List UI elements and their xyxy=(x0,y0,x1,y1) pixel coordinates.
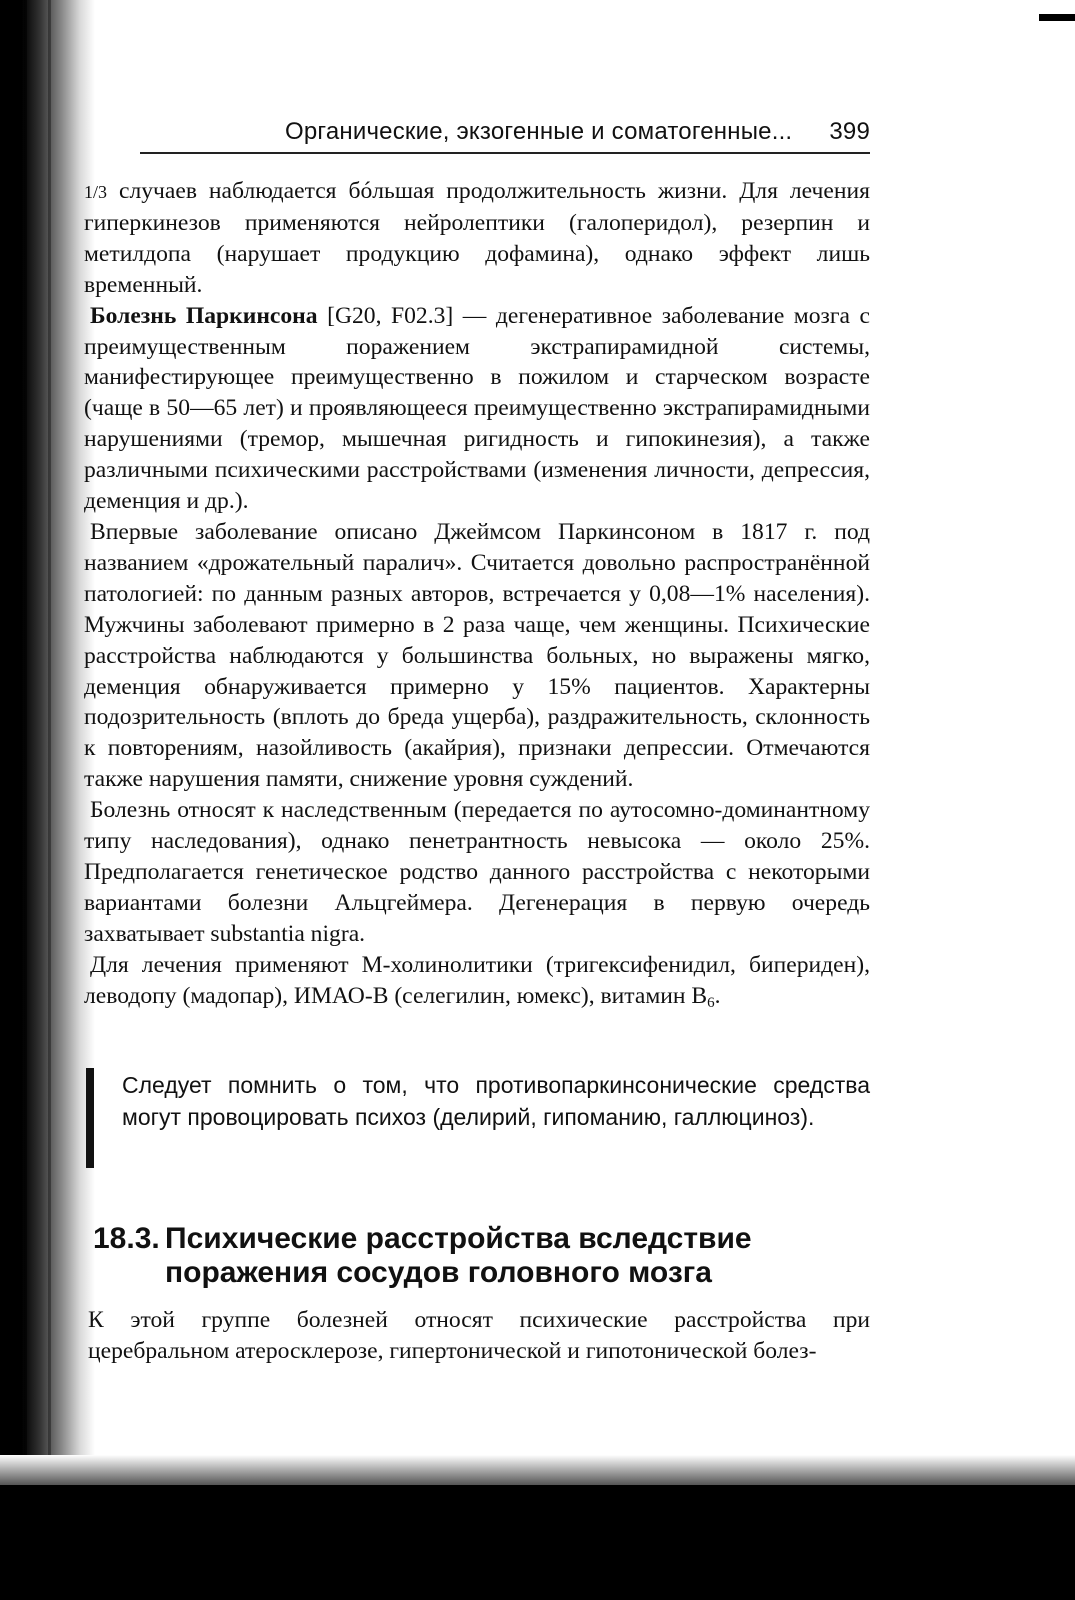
paragraph xyxy=(84,950,870,1019)
term-parkinson: Болезнь Паркинсона xyxy=(90,302,318,329)
note-marker xyxy=(86,1068,94,1168)
scan-streak xyxy=(24,0,27,1600)
paragraph-text: [G20, F02.3] — дегенеративное заболевание мозга с преимущественным поражением экстрапирамидной системы, манифестирующее преимущественно в пожилом и старческом возрасте (чаще в 50—65 лет) и проявляющееся преимущественно экстрапирамидными нарушениями (тремор, мышечная ригидность и гипокинезия), а также различными психическими расстройствами (изменения личности, депрессия, деменция и др.). xyxy=(84,302,870,515)
running-title: Органические, экзогенные и соматогенные... xyxy=(285,118,793,145)
paragraph xyxy=(84,176,870,301)
page-number: 399 xyxy=(829,118,870,145)
main-text xyxy=(84,176,870,1018)
header-rule xyxy=(140,152,870,154)
paragraph-text: случаев наблюдается бóльшая продолжительность жизни. Для лечения гиперкинезов применяются нейролептики (галоперидол), резерпин и метилдопа (нарушает продукцию дофамина), однако эффект лишь временный. xyxy=(84,178,870,298)
paragraph-end: . xyxy=(714,982,721,1009)
subscript: 6 xyxy=(707,994,715,1011)
scan-bottom-fade xyxy=(0,1455,1075,1485)
fraction: 1/3 xyxy=(84,182,108,202)
paragraph xyxy=(84,301,870,517)
paragraph: Впервые заболевание описано Джеймсом Паркинсоном в 1817 г. под названием «дрожательный паралич». Считается довольно распространённой патологией: по данным разных авторов, встречается у 0,08—1% населения). Мужчины заболевают примерно в 2 раза чаще, чем женщины. Психические расстройства наблюдаются у большинства больных, но выражены мягко, деменция обнаруживается примерно у 15% пациентов. Характерны подозрительность (вплоть до бреда ущерба), раздражительность, склонность к повторениям, назойливость (акайрия), признаки депрессии. Отмечаются также нарушения памяти, снижение уровня суждений. xyxy=(84,518,870,793)
section-number: 18.3. xyxy=(93,1222,160,1255)
scan-corner-mark xyxy=(1039,14,1075,21)
paragraph: Болезнь относят к наследственным (передается по аутосомно-доминантному типу наследования), однако пенетрантность невысока — около 25%. Предполагается генетическое родство данного расстройства с некоторыми вариантами болезни Альцгеймера. Дегенерация в первую очередь захватывает substantia nigra. xyxy=(84,797,870,947)
scan-streak xyxy=(48,0,51,1600)
section-intro xyxy=(88,1305,870,1367)
paragraph: К этой группе болезней относят психические расстройства при церебральном атеросклерозе, гипертонической и гипотонической болез- xyxy=(88,1307,870,1364)
paragraph-text: Для лечения применяют М-холинолитики (тригексифенидил, бипериден), леводопу (мадопар), ИМАО-В (селегилин, юмекс), витамин B xyxy=(84,951,870,1009)
warning-note: Следует помнить о том, что противопаркинсонические средства могут провоцировать психоз (делирий, гипоманию, галлюциноз). xyxy=(122,1072,870,1130)
scan-bottom-shadow xyxy=(0,1485,1075,1600)
section-title: Психические расстройства вследствие поражения сосудов головного мозга xyxy=(165,1222,752,1289)
